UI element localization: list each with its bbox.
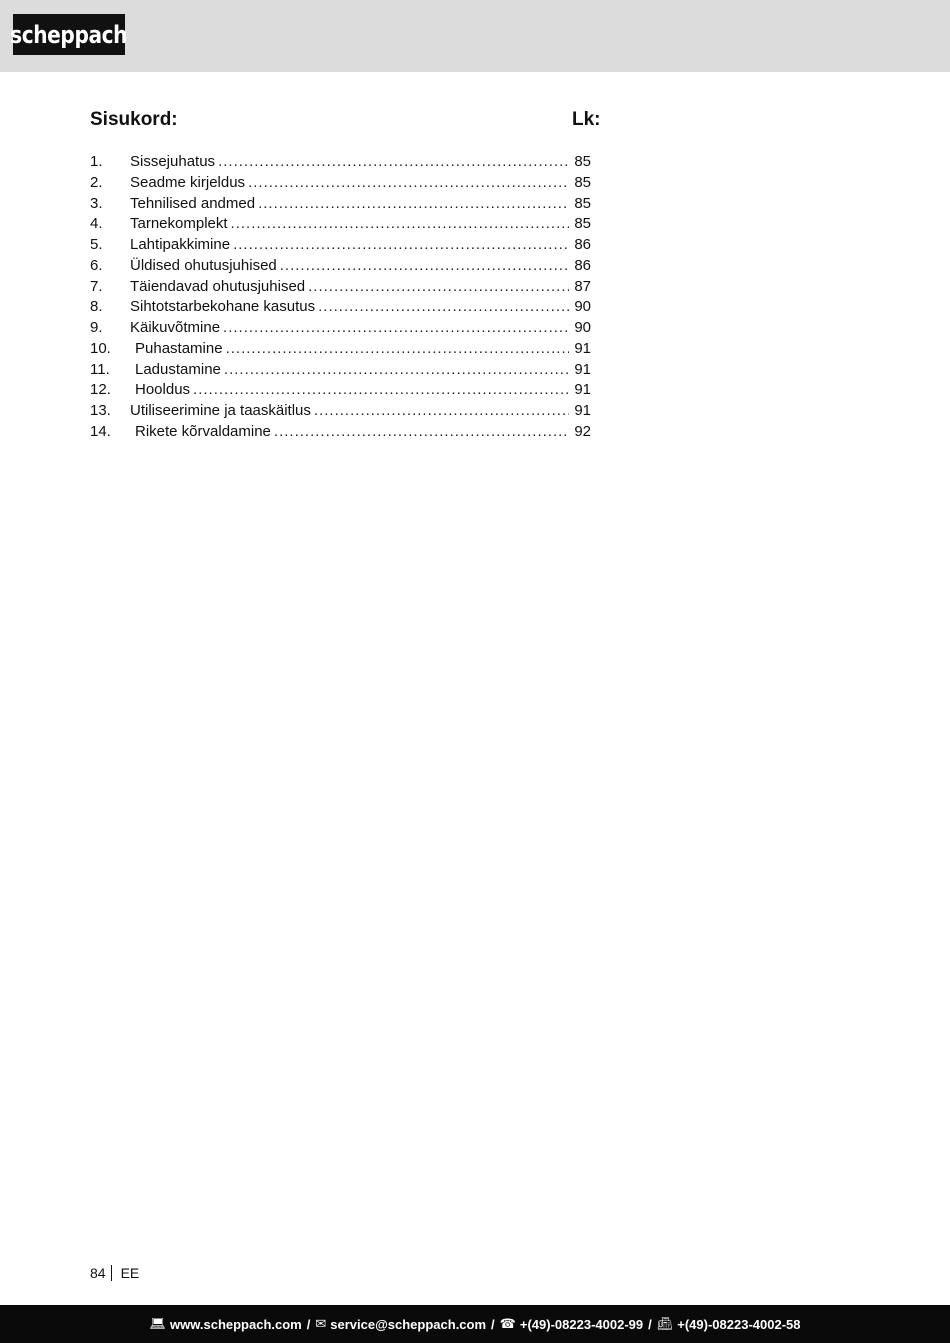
website-link[interactable]: www.scheppach.com (170, 1316, 302, 1332)
toc-item-label: Tarnekomplekt (130, 215, 228, 233)
toc-item-number: 7. (90, 277, 103, 295)
toc-dot-leader (274, 422, 569, 443)
toc-item-page: 85 (574, 173, 591, 191)
toc-item[interactable] (90, 297, 591, 318)
toc-item-number: 4. (90, 215, 103, 233)
toc-item[interactable] (90, 277, 591, 298)
toc-item-number: 8. (90, 298, 103, 316)
toc-dot-leader (193, 380, 569, 401)
toc-item-number: 6. (90, 256, 103, 274)
toc-item-number: 2. (90, 173, 103, 191)
phone-number[interactable]: +(49)-08223-4002-99 (519, 1316, 644, 1332)
toc-item-page: 87 (574, 277, 591, 295)
toc-dot-leader (224, 360, 569, 381)
language-code: EE (120, 1265, 140, 1281)
toc-item[interactable] (90, 256, 591, 277)
email-link[interactable]: service@scheppach.com (330, 1316, 487, 1332)
header-band (0, 0, 950, 72)
toc-item-label: Sihtotstarbekohane kasutus (130, 298, 316, 316)
toc-item-page: 85 (574, 153, 591, 170)
toc-item-page: 90 (574, 319, 591, 336)
email-icon: ✉︎ (315, 1316, 327, 1331)
toc-item-page: 85 (574, 215, 591, 233)
toc-item-page: 92 (574, 422, 591, 440)
toc-item-label: Lahtipakkimine (130, 236, 231, 253)
toc-item-label: Tehnilised andmed (130, 194, 256, 212)
toc-item-number: 1. (90, 153, 103, 170)
toc-item-label: Rikete kõrvaldamine (135, 422, 271, 440)
toc-item[interactable] (90, 214, 591, 235)
toc-dot-leader (258, 194, 569, 215)
toc-item-label: Utiliseerimine ja taaskäitlus (130, 402, 311, 419)
toc-dot-leader (233, 235, 569, 256)
toc-list (90, 152, 591, 443)
toc-item-page: 90 (574, 298, 591, 316)
toc-item[interactable] (90, 194, 591, 215)
toc-item-number: 9. (90, 319, 103, 336)
toc-item-label: Käikuvõtmine (130, 319, 221, 336)
toc-item[interactable] (90, 380, 591, 401)
scheppach-logo (10, 14, 128, 55)
fax-number: +(49)-08223-4002-58 (677, 1316, 801, 1332)
toc-item[interactable] (90, 235, 591, 256)
toc-title: Sisukord: (90, 109, 178, 130)
toc-dot-leader (226, 339, 569, 360)
toc-dot-leader (280, 256, 569, 277)
toc-item[interactable] (90, 339, 591, 360)
toc-item-page: 91 (574, 402, 591, 419)
page-number: 84 (90, 1265, 106, 1281)
phone-icon: ☎︎ (499, 1316, 516, 1331)
toc-item-number: 3. (90, 194, 103, 212)
toc-item-label: Üldised ohutusjuhised (130, 256, 277, 274)
toc-item-label: Sissejuhatus (130, 153, 216, 170)
toc-item-page: 85 (574, 194, 591, 212)
toc-item-page: 91 (574, 381, 591, 399)
toc-item[interactable] (90, 152, 591, 173)
page-footer-label (90, 1265, 139, 1281)
toc-dot-leader (231, 214, 569, 235)
separator: / (306, 1316, 311, 1332)
page-number-divider (111, 1265, 112, 1281)
toc-item-page: 91 (574, 360, 591, 378)
contact-footer-bar (0, 1305, 950, 1343)
fax-icon: 📠︎ (656, 1316, 674, 1331)
toc-item-label: Puhastamine (135, 339, 223, 357)
toc-item-page: 91 (574, 339, 591, 357)
toc-dot-leader (318, 297, 569, 318)
toc-item-page: 86 (574, 236, 591, 253)
toc-dot-leader (308, 277, 569, 298)
logo-text: scheppach (10, 20, 128, 49)
toc-item-number: 11. (90, 360, 110, 378)
toc-item-label: Hooldus (135, 381, 191, 399)
toc-item-number: 12. (90, 381, 111, 399)
separator: / (491, 1316, 495, 1332)
toc-dot-leader (248, 173, 569, 194)
toc-page-header: Lk: (572, 109, 601, 130)
toc-dot-leader (223, 318, 569, 339)
computer-icon: 💻︎ (149, 1316, 167, 1331)
toc-item-label: Seadme kirjeldus (130, 173, 246, 191)
toc-item[interactable] (90, 401, 591, 422)
toc-item-page: 86 (574, 256, 591, 274)
toc-item-label: Ladustamine (135, 360, 221, 378)
toc-dot-leader (314, 401, 569, 422)
toc-item-number: 13. (90, 402, 111, 419)
toc-item-number: 5. (90, 236, 103, 253)
toc-item[interactable] (90, 360, 591, 381)
toc-item[interactable] (90, 173, 591, 194)
toc-item[interactable] (90, 422, 591, 443)
toc-item-label: Täiendavad ohutusjuhised (130, 277, 306, 295)
toc-item-number: 14. (90, 422, 111, 440)
toc-item-number: 10. (90, 339, 111, 357)
separator: / (648, 1316, 652, 1332)
toc-item[interactable] (90, 318, 591, 339)
toc-dot-leader (218, 152, 569, 173)
